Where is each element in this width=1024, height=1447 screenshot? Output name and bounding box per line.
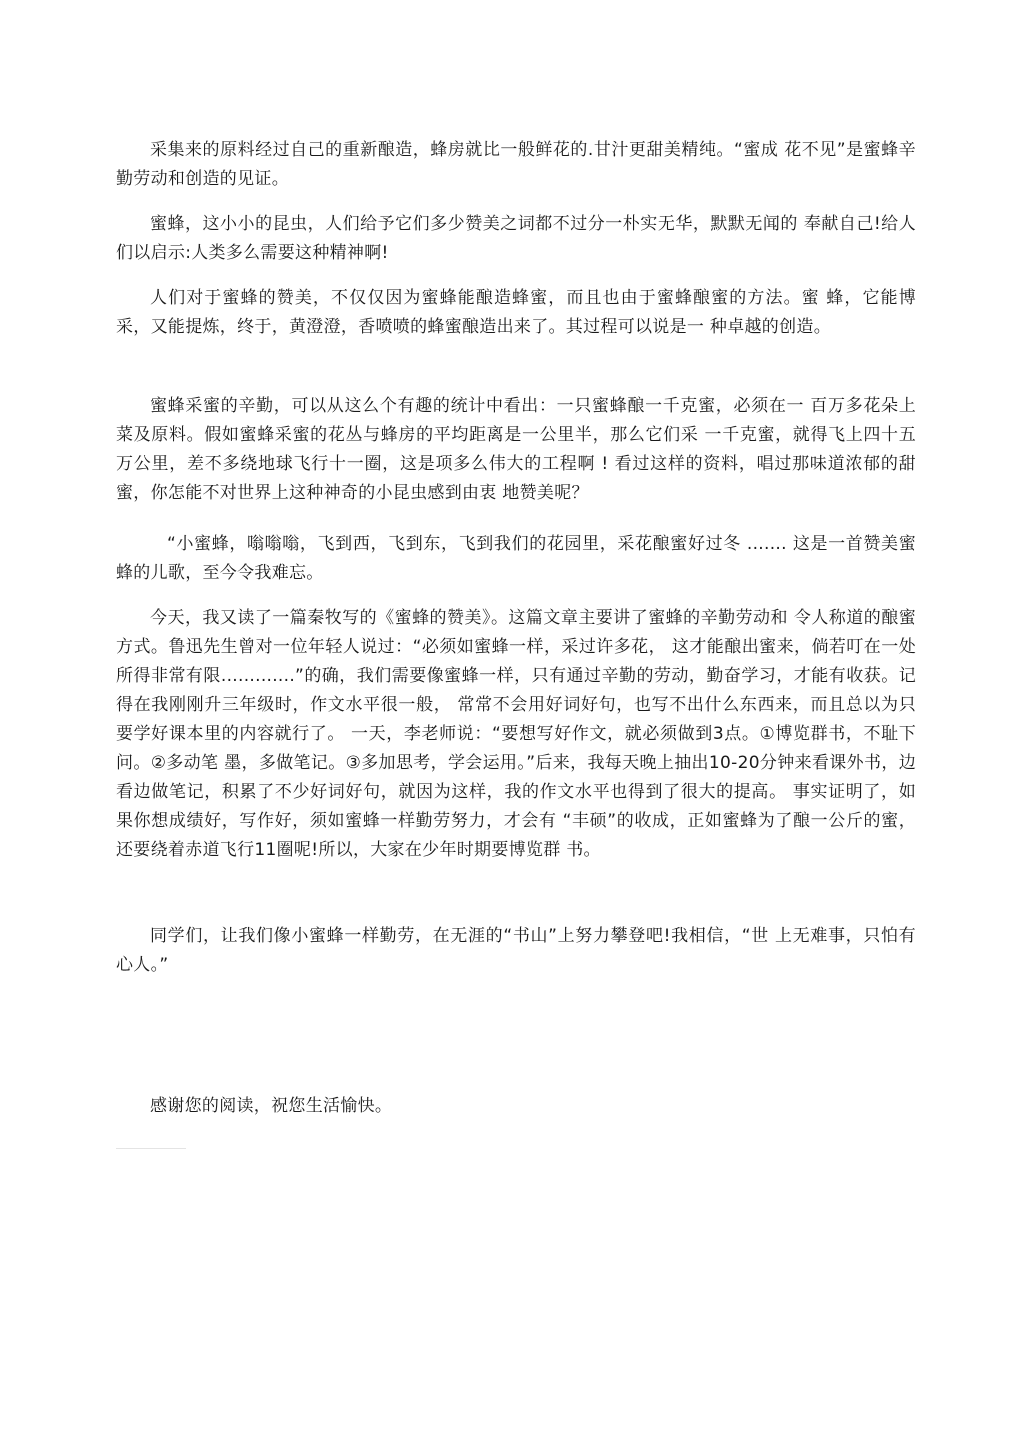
closing-line: 感谢您的阅读，祝您生活愉快。: [150, 1096, 393, 1116]
footer-divider: [116, 1148, 186, 1149]
paragraph-7: 同学们，让我们像小蜜蜂一样勤劳，在无涯的“书山”上努力攀登吧!我相信，“世 上无难事，只怕有心人。”: [116, 926, 916, 975]
paragraph-2: 蜜蜂，这小小的昆虫，人们给予它们多少赞美之词都不过分一朴实无华，默默无闻的 奉献自己!给人们以启示:人类多么需要这种精神啊!: [116, 214, 916, 263]
paragraph-5-song-quote: “小蜜蜂，嗡嗡嗡，飞到西，飞到东，飞到我们的花园里，采花酿蜜好过冬 ....... 这是一首赞美蜜蜂的儿歌，至今令我难忘。: [116, 534, 916, 583]
paragraph-4: 蜜蜂采蜜的辛勤，可以从这么个有趣的统计中看出：一只蜜蜂酿一千克蜜，必须在一 百万多花朵上菜及原料。假如蜜蜂采蜜的花丛与蜂房的平均距离是一公里半，那么它们采 一千克蜜，就得飞上四十五万公里，差不多绕地球飞行十一圈，这是项多么伟大的工程啊 ! 看过这样的资料，唱过那味道浓郁的甜蜜，你怎能不对世界上这种神奇的小昆虫感到由衷 地赞美呢？: [116, 396, 916, 503]
paragraph-6: 今天，我又读了一篇秦牧写的《蜜蜂的赞美》。这篇文章主要讲了蜜蜂的辛勤劳动和 令人称道的酿蜜方式。鲁迅先生曾对一位年轻人说过：“必须如蜜蜂一样，采过许多花， 这才能酿出蜜来，倘若叮在一处所得非常有限.............”的确，我们需要像蜜蜂一样，只有通过辛勤的劳动，勤奋学习，才能有收获。记得在我刚刚升三年级时，作文水平很一般， 常常不会用好词好句，也写不出什么东西来，而且总以为只要学好课本里的内容就行了。 一天，李老师说：“要想写好作文，就必须做到3点。①博览群书，不耻下问。②多动笔 墨，多做笔记。③多加思考，学会运用。”后来，我每天晚上抽出10-20分钟来看课外书，边看边做笔记，积累了不少好词好句，就因为这样，我的作文水平也得到了很大的提高。 事实证明了，如果你想成绩好，写作好，须如蜜蜂一样勤劳努力，才会有 “丰硕”的收成，正如蜜蜂为了酿一公斤的蜜，还要绕着赤道飞行11圈呢!所以，大家在少年时期要博览群 书。: [116, 608, 916, 860]
paragraph-1: 采集来的原料经过自己的重新酿造，蜂房就比一般鲜花的.甘汁更甜美精纯。“蜜成 花不见”是蜜蜂辛勤劳动和创造的见证。: [116, 140, 916, 189]
paragraph-3: 人们对于蜜蜂的赞美，不仅仅因为蜜蜂能酿造蜂蜜，而且也由于蜜蜂酿蜜的方法。蜜 蜂，它能博采，又能提炼，终于，黄澄澄，香喷喷的蜂蜜酿造出来了。其过程可以说是一 种卓越的创造。: [116, 288, 916, 337]
